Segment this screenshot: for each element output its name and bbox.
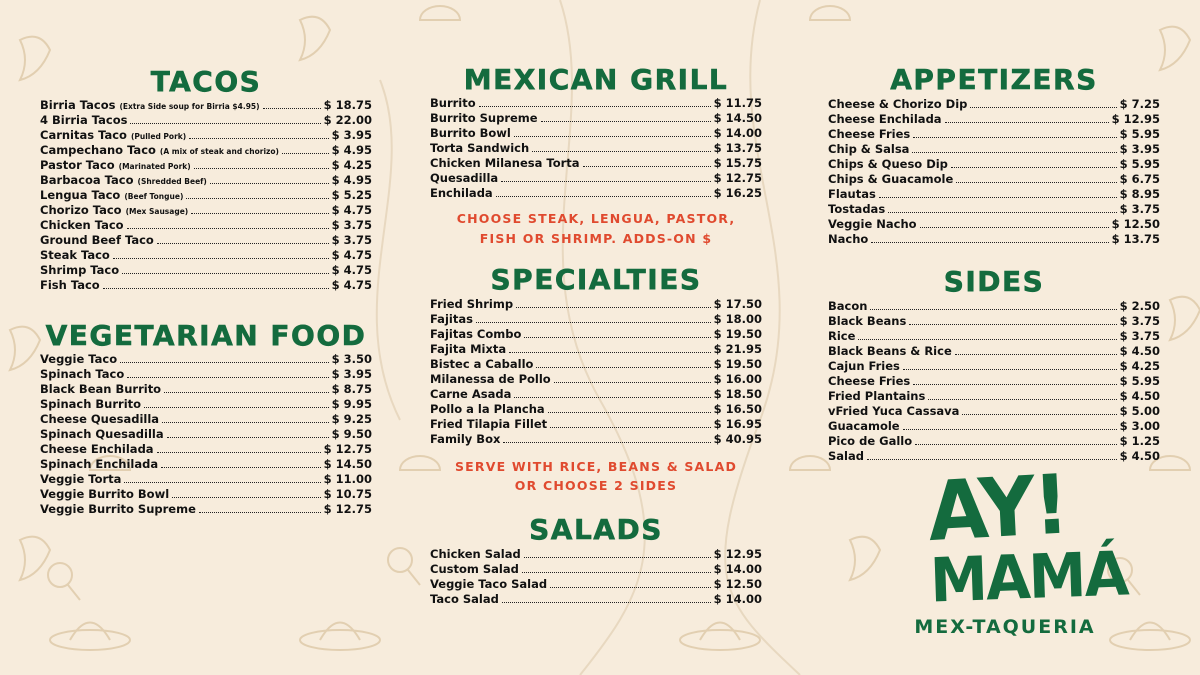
menu-item bbox=[40, 412, 372, 427]
mexican-grill-list bbox=[430, 96, 762, 201]
dot-leader bbox=[479, 98, 711, 107]
dot-leader bbox=[945, 114, 1109, 123]
menu-item-price: $ 5.00 bbox=[1119, 404, 1160, 418]
menu-item-price: $ 12.75 bbox=[323, 502, 372, 516]
vegetarian-list bbox=[40, 352, 372, 517]
ay-mama-logo bbox=[900, 457, 1129, 640]
menu-item-name: Black Beans & Rice bbox=[828, 344, 952, 358]
menu-item-name: Lengua Taco bbox=[40, 188, 121, 202]
menu-item-price: $ 14.00 bbox=[713, 562, 762, 576]
menu-item bbox=[430, 297, 762, 312]
menu-item-name: Cajun Fries bbox=[828, 359, 900, 373]
dot-leader bbox=[554, 374, 711, 383]
menu-item-price: $ 5.95 bbox=[1119, 127, 1160, 141]
menu-item bbox=[430, 577, 762, 592]
menu-item-price: $ 14.00 bbox=[713, 592, 762, 606]
menu-item-name: Campechano Taco bbox=[40, 143, 156, 157]
menu-item-price: $ 9.50 bbox=[331, 427, 372, 441]
menu-item-price: $ 18.50 bbox=[713, 387, 762, 401]
dot-leader bbox=[172, 489, 320, 498]
menu-item-name: Veggie Torta bbox=[40, 472, 122, 486]
dot-leader bbox=[162, 414, 329, 423]
dot-leader bbox=[210, 175, 329, 184]
menu-item-name: Fajitas Combo bbox=[430, 327, 522, 341]
menu-item-name: Veggie Taco Salad bbox=[430, 577, 548, 591]
salads-heading: SALADS bbox=[529, 513, 663, 546]
menu-item-name: Bistec a Caballo bbox=[430, 357, 534, 371]
dot-leader bbox=[124, 474, 320, 483]
menu-item-price: $ 19.50 bbox=[713, 357, 762, 371]
dot-leader bbox=[167, 429, 329, 438]
menu-item-name: Spinach Burrito bbox=[40, 397, 142, 411]
mexican-grill-heading: MEXICAN GRILL bbox=[463, 63, 729, 96]
menu-item-price: $ 12.75 bbox=[713, 171, 762, 185]
menu-item-name: Nacho bbox=[828, 232, 869, 246]
menu-item bbox=[430, 111, 762, 126]
menu-item bbox=[430, 342, 762, 357]
menu-item-name: Burrito bbox=[430, 96, 476, 110]
menu-item-price: $ 40.95 bbox=[713, 432, 762, 446]
menu-item-price: $ 13.75 bbox=[713, 141, 762, 155]
menu-item-price: $ 9.95 bbox=[331, 397, 372, 411]
menu-item-name: Barbacoa Taco bbox=[40, 173, 134, 187]
tacos-heading: TACOS bbox=[150, 65, 262, 98]
dot-leader bbox=[909, 316, 1116, 325]
menu-item-name: Taco Salad bbox=[430, 592, 499, 606]
menu-item bbox=[828, 299, 1160, 314]
menu-item-name: Cheese Fries bbox=[828, 374, 911, 388]
dot-leader bbox=[189, 130, 328, 139]
menu-item-note: (A mix of steak and chorizo) bbox=[159, 147, 279, 156]
menu-item-price: $ 11.75 bbox=[713, 96, 762, 110]
dot-leader bbox=[870, 301, 1116, 310]
menu-item-price: $ 4.50 bbox=[1119, 449, 1160, 463]
menu-item-price: $ 21.95 bbox=[713, 342, 762, 356]
sides-heading: SIDES bbox=[943, 265, 1045, 298]
menu-item bbox=[40, 382, 372, 397]
dot-leader bbox=[522, 564, 711, 573]
dot-leader bbox=[903, 361, 1117, 370]
menu-item bbox=[430, 387, 762, 402]
dot-leader bbox=[913, 376, 1116, 385]
menu-item-price: $ 3.75 bbox=[1119, 329, 1160, 343]
menu-item-price: $ 4.25 bbox=[331, 158, 372, 172]
dot-leader bbox=[548, 404, 711, 413]
menu-item bbox=[828, 434, 1160, 449]
dot-leader bbox=[263, 100, 321, 109]
dot-leader bbox=[913, 129, 1116, 138]
menu-item bbox=[828, 314, 1160, 329]
dot-leader bbox=[888, 204, 1116, 213]
dot-leader bbox=[871, 234, 1108, 243]
menu-item bbox=[828, 172, 1160, 187]
menu-item bbox=[430, 312, 762, 327]
menu-item-price: $ 16.95 bbox=[713, 417, 762, 431]
menu-item bbox=[40, 188, 372, 203]
menu-item-price: $ 5.95 bbox=[1119, 374, 1160, 388]
menu-item bbox=[40, 472, 372, 487]
menu-item-price: $ 3.75 bbox=[1119, 202, 1160, 216]
menu-item-name: Cheese Enchilada bbox=[828, 112, 942, 126]
menu-item bbox=[430, 547, 762, 562]
menu-item-name: Bacon bbox=[828, 299, 868, 313]
menu-item-name: Black Beans bbox=[828, 314, 907, 328]
menu-item-price: $ 12.75 bbox=[323, 442, 372, 456]
menu-item bbox=[828, 97, 1160, 112]
specialties-note-line1: SERVE WITH RICE, BEANS & SALAD bbox=[454, 459, 738, 474]
menu-item-price: $ 5.95 bbox=[1119, 157, 1160, 171]
menu-item-price: $ 3.95 bbox=[331, 128, 372, 142]
menu-item bbox=[40, 278, 372, 293]
menu-item bbox=[430, 141, 762, 156]
menu-item-name: Chicken Salad bbox=[430, 547, 521, 561]
dot-leader bbox=[157, 444, 321, 453]
menu-item-price: $ 3.75 bbox=[1119, 314, 1160, 328]
dot-leader bbox=[164, 384, 329, 393]
dot-leader bbox=[516, 299, 711, 308]
menu-item bbox=[430, 562, 762, 577]
menu-item-name: Veggie Burrito Bowl bbox=[40, 487, 170, 501]
menu-item-price: $ 3.50 bbox=[331, 352, 372, 366]
dot-leader bbox=[157, 235, 329, 244]
menu-item-name: Carnitas Taco bbox=[40, 128, 127, 142]
menu-item bbox=[40, 143, 372, 158]
menu-item-name: Pollo a la Plancha bbox=[430, 402, 545, 416]
grill-note-line2: FISH OR SHRIMP. ADDS-ON $ bbox=[479, 231, 713, 246]
menu-item bbox=[430, 402, 762, 417]
dot-leader bbox=[113, 250, 329, 259]
dot-leader bbox=[524, 329, 710, 338]
menu-item-name: Carne Asada bbox=[430, 387, 512, 401]
menu-item bbox=[40, 397, 372, 412]
dot-leader bbox=[903, 421, 1117, 430]
menu-item-price: $ 18.00 bbox=[713, 312, 762, 326]
menu-item-name: Chip & Salsa bbox=[828, 142, 910, 156]
dot-leader bbox=[532, 143, 710, 152]
menu-item-price: $ 3.00 bbox=[1119, 419, 1160, 433]
dot-leader bbox=[524, 549, 711, 558]
menu-item bbox=[40, 502, 372, 517]
menu-item bbox=[430, 327, 762, 342]
menu-item-name: Birria Tacos bbox=[40, 98, 116, 112]
menu-item bbox=[828, 217, 1160, 232]
menu-item-name: Fajitas bbox=[430, 312, 473, 326]
dot-leader bbox=[867, 451, 1117, 460]
menu-item-name: Salad bbox=[828, 449, 864, 463]
menu-item-name: Enchilada bbox=[430, 186, 493, 200]
menu-item-price: $ 4.25 bbox=[1119, 359, 1160, 373]
menu-item-name: Rice bbox=[828, 329, 856, 343]
menu-item bbox=[430, 171, 762, 186]
dot-leader bbox=[127, 369, 328, 378]
menu-item-name: Fajita Mixta bbox=[430, 342, 507, 356]
menu-item bbox=[430, 186, 762, 201]
menu-item bbox=[40, 98, 372, 113]
menu-item-name: vFried Yuca Cassava bbox=[828, 404, 960, 418]
menu-item-price: $ 4.75 bbox=[331, 248, 372, 262]
dot-leader bbox=[955, 346, 1117, 355]
menu-item-price: $ 4.50 bbox=[1119, 344, 1160, 358]
dot-leader bbox=[879, 189, 1117, 198]
menu-item bbox=[40, 173, 372, 188]
menu-item-name: Shrimp Taco bbox=[40, 263, 120, 277]
menu-item-price: $ 3.75 bbox=[331, 218, 372, 232]
menu-item-price: $ 14.50 bbox=[323, 457, 372, 471]
menu-item bbox=[40, 158, 372, 173]
grill-note-line1: CHOOSE STEAK, LENGUA, PASTOR, bbox=[456, 211, 736, 226]
menu-item bbox=[828, 359, 1160, 374]
menu-item-price: $ 14.50 bbox=[713, 111, 762, 125]
menu-item-name: Veggie Nacho bbox=[828, 217, 917, 231]
dot-leader bbox=[920, 219, 1109, 228]
menu-item-name: Pastor Taco bbox=[40, 158, 115, 172]
dot-leader bbox=[122, 265, 328, 274]
dot-leader bbox=[496, 188, 711, 197]
menu-item-price: $ 8.75 bbox=[331, 382, 372, 396]
menu-item-price: $ 12.95 bbox=[1111, 112, 1160, 126]
menu-item-name: Veggie Taco bbox=[40, 352, 118, 366]
menu-item-name: Chips & Queso Dip bbox=[828, 157, 948, 171]
dot-leader bbox=[282, 145, 329, 154]
dot-leader bbox=[962, 406, 1116, 415]
menu-item bbox=[40, 367, 372, 382]
menu-item-price: $ 14.00 bbox=[713, 126, 762, 140]
dot-leader bbox=[186, 190, 328, 199]
dot-leader bbox=[127, 220, 329, 229]
menu-item bbox=[828, 187, 1160, 202]
menu-item-price: $ 4.75 bbox=[331, 263, 372, 277]
menu-item-price: $ 22.00 bbox=[323, 113, 372, 127]
dot-leader bbox=[915, 436, 1116, 445]
dot-leader bbox=[858, 331, 1116, 340]
menu-item bbox=[40, 457, 372, 472]
dot-leader bbox=[503, 434, 710, 443]
menu-item-name: Family Box bbox=[430, 432, 501, 446]
dot-leader bbox=[502, 594, 711, 603]
dot-leader bbox=[130, 115, 320, 124]
menu-item-price: $ 4.50 bbox=[1119, 389, 1160, 403]
menu-item-price: $ 4.75 bbox=[331, 278, 372, 292]
menu-item-price: $ 10.75 bbox=[323, 487, 372, 501]
menu-item-price: $ 4.95 bbox=[331, 143, 372, 157]
menu-item-price: $ 1.25 bbox=[1119, 434, 1160, 448]
menu-item bbox=[828, 127, 1160, 142]
vegetarian-heading: VEGETARIAN FOOD bbox=[45, 319, 367, 352]
menu-item bbox=[828, 419, 1160, 434]
dot-leader bbox=[956, 174, 1116, 183]
menu-item-price: $ 18.75 bbox=[323, 98, 372, 112]
menu-item-name: Chicken Taco bbox=[40, 218, 124, 232]
appetizers-list bbox=[828, 97, 1160, 247]
menu-item bbox=[828, 389, 1160, 404]
menu-item-name: Veggie Burrito Supreme bbox=[40, 502, 196, 516]
menu-item-price: $ 4.75 bbox=[331, 203, 372, 217]
menu-item-name: Chorizo Taco bbox=[40, 203, 122, 217]
dot-leader bbox=[912, 144, 1116, 153]
menu-item-name: Cheese Enchilada bbox=[40, 442, 154, 456]
menu-item-price: $ 12.50 bbox=[1111, 217, 1160, 231]
menu-item bbox=[828, 142, 1160, 157]
menu-item-price: $ 8.95 bbox=[1119, 187, 1160, 201]
menu-item bbox=[40, 352, 372, 367]
menu-item bbox=[430, 417, 762, 432]
dot-leader bbox=[550, 579, 711, 588]
menu-item bbox=[430, 156, 762, 171]
menu-item-price: $ 12.50 bbox=[713, 577, 762, 591]
menu-item bbox=[40, 113, 372, 128]
menu-item bbox=[828, 374, 1160, 389]
menu-item-name: Fried Tilapia Fillet bbox=[430, 417, 548, 431]
menu-item bbox=[430, 126, 762, 141]
menu-item bbox=[828, 329, 1160, 344]
menu-item bbox=[40, 248, 372, 263]
dot-leader bbox=[951, 159, 1117, 168]
salads-list bbox=[430, 547, 762, 607]
menu-item bbox=[430, 592, 762, 607]
menu-item-price: $ 16.50 bbox=[713, 402, 762, 416]
menu-item bbox=[828, 232, 1160, 247]
menu-item bbox=[40, 203, 372, 218]
menu-item-name: Burrito Bowl bbox=[430, 126, 511, 140]
menu-item bbox=[828, 112, 1160, 127]
menu-item-price: $ 4.95 bbox=[331, 173, 372, 187]
menu-item-name: Torta Sandwich bbox=[430, 141, 530, 155]
menu-item bbox=[40, 442, 372, 457]
dot-leader bbox=[583, 158, 711, 167]
menu-item bbox=[430, 357, 762, 372]
menu-item-price: $ 19.50 bbox=[713, 327, 762, 341]
dot-leader bbox=[509, 344, 710, 353]
menu-item-name: 4 Birria Tacos bbox=[40, 113, 128, 127]
menu-item-name: Quesadilla bbox=[430, 171, 499, 185]
menu-item-name: Spinach Enchilada bbox=[40, 457, 159, 471]
menu-item-price: $ 12.95 bbox=[713, 547, 762, 561]
menu-item-price: $ 3.95 bbox=[1119, 142, 1160, 156]
menu-item-price: $ 6.75 bbox=[1119, 172, 1160, 186]
menu-item-name: Fried Shrimp bbox=[430, 297, 514, 311]
menu-item-price: $ 15.75 bbox=[713, 156, 762, 170]
menu-item-name: Custom Salad bbox=[430, 562, 519, 576]
menu-item bbox=[828, 344, 1160, 359]
menu-item-price: $ 16.00 bbox=[713, 372, 762, 386]
menu-item-note: (Beef Tongue) bbox=[124, 192, 184, 201]
dot-leader bbox=[161, 459, 321, 468]
menu-item-name: Black Bean Burrito bbox=[40, 382, 162, 396]
menu-item-name: Cheese Quesadilla bbox=[40, 412, 160, 426]
menu-item bbox=[40, 427, 372, 442]
sides-list bbox=[828, 299, 1160, 464]
dot-leader bbox=[970, 99, 1116, 108]
menu-item-name: Spinach Quesadilla bbox=[40, 427, 164, 441]
dot-leader bbox=[194, 160, 329, 169]
specialties-heading: SPECIALTIES bbox=[490, 263, 702, 296]
dot-leader bbox=[541, 113, 711, 122]
menu-item-note: (Pulled Pork) bbox=[130, 132, 187, 141]
menu-item bbox=[430, 432, 762, 447]
dot-leader bbox=[199, 504, 321, 513]
menu-item-price: $ 5.25 bbox=[331, 188, 372, 202]
menu-item-price: $ 9.25 bbox=[331, 412, 372, 426]
menu-item-name: Steak Taco bbox=[40, 248, 110, 262]
menu-item-name: Flautas bbox=[828, 187, 876, 201]
dot-leader bbox=[514, 389, 710, 398]
menu-item-price: $ 3.75 bbox=[331, 233, 372, 247]
menu-item bbox=[828, 157, 1160, 172]
menu-item-price: $ 11.00 bbox=[323, 472, 372, 486]
menu-item-price: $ 2.50 bbox=[1119, 299, 1160, 313]
dot-leader bbox=[191, 205, 328, 214]
dot-leader bbox=[536, 359, 710, 368]
menu-item-price: $ 3.95 bbox=[331, 367, 372, 381]
menu-item-name: Tostadas bbox=[828, 202, 886, 216]
menu-item bbox=[40, 487, 372, 502]
dot-leader bbox=[928, 391, 1116, 400]
menu-item-name: Spinach Taco bbox=[40, 367, 125, 381]
menu-item-note: (Marinated Pork) bbox=[118, 162, 191, 171]
menu-item-price: $ 7.25 bbox=[1119, 97, 1160, 111]
dot-leader bbox=[550, 419, 710, 428]
appetizers-heading: APPETIZERS bbox=[890, 63, 1098, 96]
dot-leader bbox=[144, 399, 329, 408]
menu-item-name: Cheese Fries bbox=[828, 127, 911, 141]
dot-leader bbox=[476, 314, 711, 323]
dot-leader bbox=[501, 173, 710, 182]
menu-item-price: $ 16.25 bbox=[713, 186, 762, 200]
menu-item bbox=[40, 128, 372, 143]
menu-item-name: Guacamole bbox=[828, 419, 900, 433]
menu-item-name: Fish Taco bbox=[40, 278, 100, 292]
specialties-list bbox=[430, 297, 762, 447]
menu-item-note: (Extra Side soup for Birria $4.95) bbox=[119, 102, 260, 111]
menu-item-name: Cheese & Chorizo Dip bbox=[828, 97, 968, 111]
menu-item bbox=[40, 233, 372, 248]
menu-item-name: Pico de Gallo bbox=[828, 434, 913, 448]
tacos-list bbox=[40, 98, 372, 293]
menu-item bbox=[828, 202, 1160, 217]
menu-item bbox=[40, 218, 372, 233]
menu-item bbox=[828, 404, 1160, 419]
menu-item-note: (Shredded Beef) bbox=[137, 177, 207, 186]
menu-item-name: Milanessa de Pollo bbox=[430, 372, 551, 386]
menu-item-name: Fried Plantains bbox=[828, 389, 926, 403]
dot-leader bbox=[120, 354, 328, 363]
logo-subtitle: MEX-TAQUERIA bbox=[914, 616, 1096, 638]
dot-leader bbox=[103, 280, 329, 289]
logo-mama-text: MAMÁ bbox=[928, 537, 1129, 617]
specialties-note-line2: OR CHOOSE 2 SIDES bbox=[514, 478, 678, 493]
dot-leader bbox=[514, 128, 711, 137]
menu-item-price: $ 13.75 bbox=[1111, 232, 1160, 246]
menu-item-name: Chips & Guacamole bbox=[828, 172, 954, 186]
menu-item-name: Chicken Milanesa Torta bbox=[430, 156, 580, 170]
menu-item-note: (Mex Sausage) bbox=[125, 207, 189, 216]
menu-item bbox=[40, 263, 372, 278]
logo-ay-text: AY! bbox=[925, 457, 1070, 561]
menu-item-name: Ground Beef Taco bbox=[40, 233, 154, 247]
menu-item bbox=[430, 372, 762, 387]
menu-item-price: $ 17.50 bbox=[713, 297, 762, 311]
menu-item-name: Burrito Supreme bbox=[430, 111, 538, 125]
menu-item bbox=[430, 96, 762, 111]
